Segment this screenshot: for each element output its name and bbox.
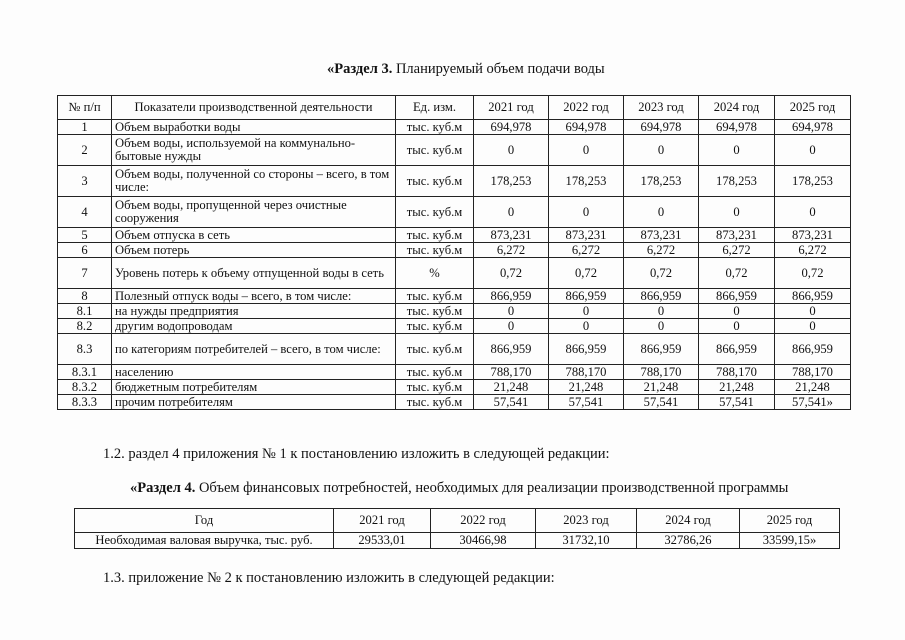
value-cell: 0,72 <box>549 258 624 289</box>
value-cell: 694,978 <box>474 120 549 135</box>
value-cell: 0 <box>624 319 699 334</box>
value-cell: 866,959 <box>624 289 699 304</box>
row-name: другим водопроводам <box>112 319 396 334</box>
value-cell: 57,541» <box>775 395 851 410</box>
value-cell: 0 <box>699 197 775 228</box>
unit-cell: тыс. куб.м <box>396 166 474 197</box>
water-supply-header-row <box>58 96 851 120</box>
row-number: 8.2 <box>58 319 112 334</box>
unit-cell: тыс. куб.м <box>396 334 474 365</box>
table-row <box>58 365 851 380</box>
row-name: населению <box>112 365 396 380</box>
value-cell: 866,959 <box>775 289 851 304</box>
value-cell: 694,978 <box>775 120 851 135</box>
value-cell: 0 <box>775 135 851 166</box>
row-number: 7 <box>58 258 112 289</box>
header-cell: 2021 год <box>334 509 431 533</box>
unit-cell: тыс. куб.м <box>396 380 474 395</box>
value-cell: 31732,10 <box>536 533 637 549</box>
row-number: 8.3.1 <box>58 365 112 380</box>
value-cell: 178,253 <box>699 166 775 197</box>
value-cell: 866,959 <box>549 334 624 365</box>
value-cell: 30466,98 <box>431 533 536 549</box>
value-cell: 873,231 <box>699 228 775 243</box>
value-cell: 788,170 <box>624 365 699 380</box>
value-cell: 0 <box>775 304 851 319</box>
paragraph-1-2: 1.2. раздел 4 приложения № 1 к постановлению изложить в следующей редакции: <box>103 446 610 462</box>
value-cell: 694,978 <box>624 120 699 135</box>
header-cell: 2023 год <box>624 96 699 120</box>
table-row <box>58 289 851 304</box>
row-name: Полезный отпуск воды – всего, в том числе: <box>112 289 396 304</box>
header-cell: 2024 год <box>699 96 775 120</box>
header-cell: 2022 год <box>431 509 536 533</box>
value-cell: 0 <box>624 304 699 319</box>
table-row <box>58 380 851 395</box>
row-name: на нужды предприятия <box>112 304 396 319</box>
value-cell: 29533,01 <box>334 533 431 549</box>
value-cell: 0,72 <box>474 258 549 289</box>
value-cell: 178,253 <box>549 166 624 197</box>
section3-title-prefix: «Раздел 3. <box>327 61 393 77</box>
value-cell: 0,72 <box>624 258 699 289</box>
value-cell: 694,978 <box>699 120 775 135</box>
value-cell: 6,272 <box>775 243 851 258</box>
table-row <box>58 395 851 410</box>
value-cell: 0,72 <box>775 258 851 289</box>
value-cell: 57,541 <box>699 395 775 410</box>
row-name: Объем воды, полученной со стороны – всего, в том числе: <box>112 166 396 197</box>
table-row <box>58 135 851 166</box>
table-row <box>58 228 851 243</box>
value-cell: 0,72 <box>699 258 775 289</box>
row-name: Объем воды, пропущенной через очистные сооружения <box>112 197 396 228</box>
value-cell: 873,231 <box>775 228 851 243</box>
value-cell: 6,272 <box>699 243 775 258</box>
table-row <box>58 197 851 228</box>
financial-needs-table <box>74 508 840 549</box>
row-number: 8.3.2 <box>58 380 112 395</box>
row-label: Необходимая валовая выручка, тыс. руб. <box>75 533 334 549</box>
row-number: 1 <box>58 120 112 135</box>
row-name: прочим потребителям <box>112 395 396 410</box>
row-number: 8.3 <box>58 334 112 365</box>
section3-title <box>327 61 605 78</box>
value-cell: 866,959 <box>699 334 775 365</box>
row-number: 3 <box>58 166 112 197</box>
value-cell: 57,541 <box>549 395 624 410</box>
header-cell: 2023 год <box>536 509 637 533</box>
header-cell: Ед. изм. <box>396 96 474 120</box>
table-row <box>58 258 851 289</box>
value-cell: 0 <box>699 304 775 319</box>
value-cell: 0 <box>699 319 775 334</box>
value-cell: 21,248 <box>699 380 775 395</box>
row-name: Объем потерь <box>112 243 396 258</box>
header-cell: № п/п <box>58 96 112 120</box>
table-row <box>58 304 851 319</box>
unit-cell: тыс. куб.м <box>396 120 474 135</box>
value-cell: 0 <box>474 135 549 166</box>
unit-cell: тыс. куб.м <box>396 228 474 243</box>
unit-cell: тыс. куб.м <box>396 365 474 380</box>
value-cell: 33599,15» <box>740 533 840 549</box>
value-cell: 873,231 <box>549 228 624 243</box>
value-cell: 57,541 <box>474 395 549 410</box>
value-cell: 866,959 <box>699 289 775 304</box>
row-number: 8 <box>58 289 112 304</box>
water-supply-table <box>57 95 851 410</box>
value-cell: 0 <box>474 197 549 228</box>
value-cell: 6,272 <box>474 243 549 258</box>
value-cell: 873,231 <box>624 228 699 243</box>
header-cell: 2022 год <box>549 96 624 120</box>
table-row <box>58 120 851 135</box>
value-cell: 0 <box>549 135 624 166</box>
section3-title-rest: Планируемый объем подачи воды <box>392 61 605 77</box>
value-cell: 873,231 <box>474 228 549 243</box>
paragraph-1-3: 1.3. приложение № 2 к постановлению изложить в следующей редакции: <box>103 570 555 586</box>
row-number: 2 <box>58 135 112 166</box>
unit-cell: % <box>396 258 474 289</box>
table-row <box>58 166 851 197</box>
value-cell: 788,170 <box>474 365 549 380</box>
financial-header-row <box>75 509 840 533</box>
financial-data-row <box>75 533 840 549</box>
value-cell: 178,253 <box>624 166 699 197</box>
value-cell: 21,248 <box>474 380 549 395</box>
value-cell: 0 <box>624 197 699 228</box>
row-number: 4 <box>58 197 112 228</box>
value-cell: 788,170 <box>549 365 624 380</box>
unit-cell: тыс. куб.м <box>396 197 474 228</box>
value-cell: 866,959 <box>775 334 851 365</box>
unit-cell: тыс. куб.м <box>396 304 474 319</box>
value-cell: 0 <box>775 319 851 334</box>
unit-cell: тыс. куб.м <box>396 289 474 304</box>
row-name: бюджетным потребителям <box>112 380 396 395</box>
value-cell: 866,959 <box>549 289 624 304</box>
row-number: 5 <box>58 228 112 243</box>
table-row <box>58 334 851 365</box>
section4-title <box>130 480 788 497</box>
section4-title-prefix: «Раздел 4. <box>130 480 196 496</box>
header-cell: 2024 год <box>637 509 740 533</box>
header-cell: Показатели производственной деятельности <box>112 96 396 120</box>
header-cell: 2021 год <box>474 96 549 120</box>
unit-cell: тыс. куб.м <box>396 319 474 334</box>
value-cell: 866,959 <box>624 334 699 365</box>
row-number: 6 <box>58 243 112 258</box>
value-cell: 866,959 <box>474 289 549 304</box>
value-cell: 0 <box>549 304 624 319</box>
value-cell: 0 <box>775 197 851 228</box>
value-cell: 0 <box>624 135 699 166</box>
value-cell: 178,253 <box>775 166 851 197</box>
value-cell: 6,272 <box>549 243 624 258</box>
value-cell: 32786,26 <box>637 533 740 549</box>
value-cell: 866,959 <box>474 334 549 365</box>
value-cell: 788,170 <box>699 365 775 380</box>
unit-cell: тыс. куб.м <box>396 395 474 410</box>
header-cell: 2025 год <box>740 509 840 533</box>
value-cell: 6,272 <box>624 243 699 258</box>
value-cell: 0 <box>474 319 549 334</box>
row-name: Уровень потерь к объему отпущенной воды в сеть <box>112 258 396 289</box>
row-number: 8.1 <box>58 304 112 319</box>
header-cell: Год <box>75 509 334 533</box>
value-cell: 788,170 <box>775 365 851 380</box>
row-name: Объем выработки воды <box>112 120 396 135</box>
value-cell: 57,541 <box>624 395 699 410</box>
value-cell: 0 <box>699 135 775 166</box>
row-name: по категориям потребителей – всего, в том числе: <box>112 334 396 365</box>
row-number: 8.3.3 <box>58 395 112 410</box>
value-cell: 0 <box>549 197 624 228</box>
value-cell: 178,253 <box>474 166 549 197</box>
header-cell: 2025 год <box>775 96 851 120</box>
row-name: Объем отпуска в сеть <box>112 228 396 243</box>
value-cell: 21,248 <box>775 380 851 395</box>
table-row <box>58 319 851 334</box>
value-cell: 694,978 <box>549 120 624 135</box>
value-cell: 0 <box>549 319 624 334</box>
value-cell: 0 <box>474 304 549 319</box>
unit-cell: тыс. куб.м <box>396 135 474 166</box>
value-cell: 21,248 <box>549 380 624 395</box>
row-name: Объем воды, используемой на коммунально-бытовые нужды <box>112 135 396 166</box>
section4-title-rest: Объем финансовых потребностей, необходимых для реализации производственной программы <box>195 480 789 496</box>
value-cell: 21,248 <box>624 380 699 395</box>
unit-cell: тыс. куб.м <box>396 243 474 258</box>
table-row <box>58 243 851 258</box>
